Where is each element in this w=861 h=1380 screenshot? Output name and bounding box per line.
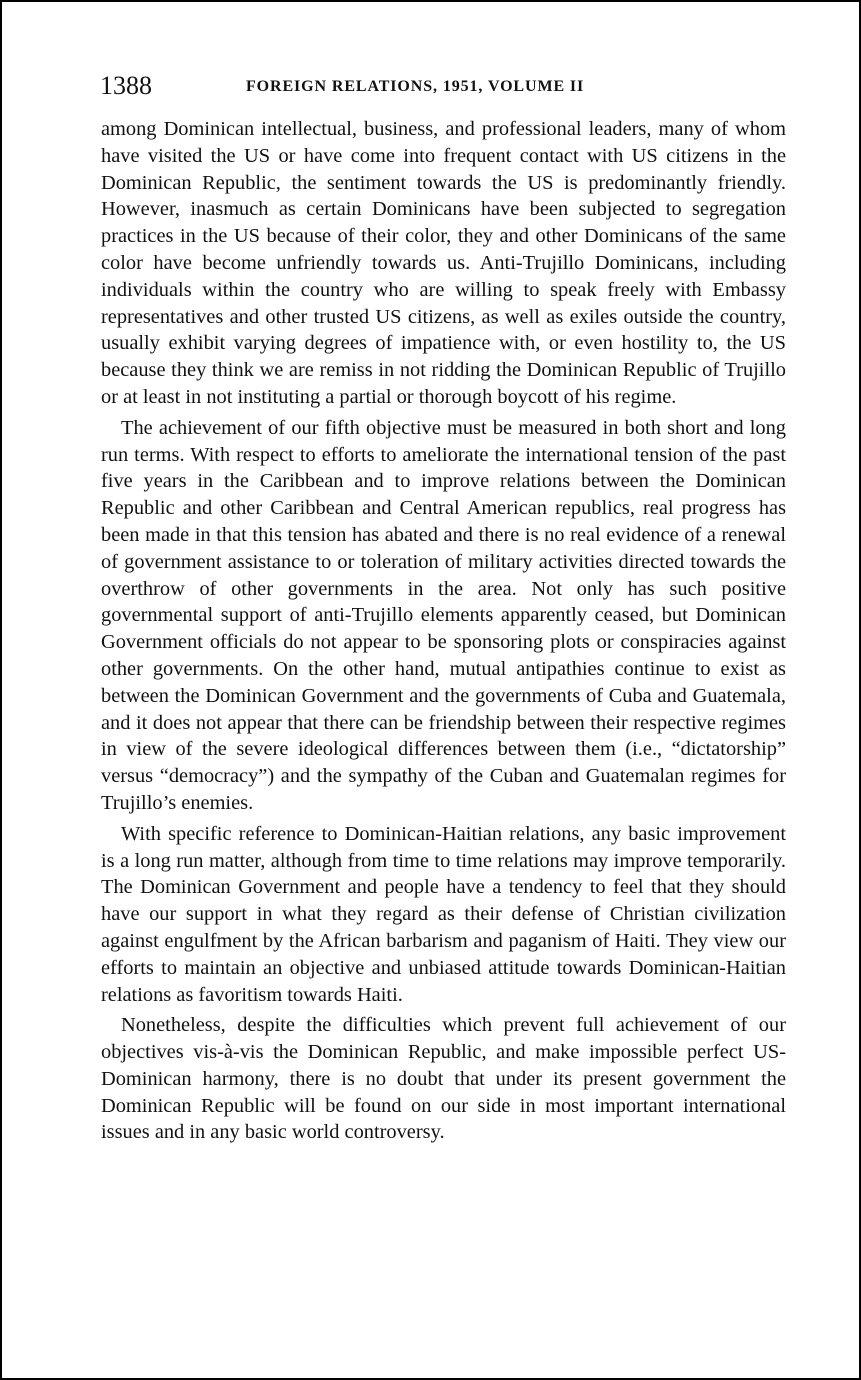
paragraph-fifth-objective: The achievement of our fifth objective must be measured in both short and long run terms. With respect to efforts to ameliorate the international tension of the past five years in the Caribbean and to improve relations between the Dominican Republic and other Caribbean and Central American republics, real progress has been made in that this tension has abated and there is no real evidence of a renewal of government assistance to or toleration of military activities directed towards the overthrow of other governments in the area. Not only has such positive governmental support of anti-Trujillo elements apparently ceased, but Dominican Government officials do not appear to be sponsoring plots or conspiracies against other governments. On the other hand, mutual antipathies continue to exist as between the Dominican Government and the governments of Cuba and Guatemala, and it does not appear that there can be friendship between their respective regimes in view of the severe ideological differences between them (i.e., “dictatorship” versus “democracy”) and the sympathy of the Cuban and Guatemalan regimes for Trujillo’s enemies. [101,416,786,814]
body-text [101,116,786,1150]
paragraph-conclusion: Nonetheless, despite the difficulties which prevent full achievement of our objectives vis-à-vis the Dominican Republic, and make impossible perfect US-Dominican harmony, there is no doubt that under its present government the Dominican Republic will be found on our side in most important international issues and in any basic world controversy. [101,1014,786,1144]
paragraph-continuation: among Dominican intellectual, business, and professional leaders, many of whom have visited the US or have come into frequent contact with US citizens in the Dominican Republic, the sentiment towards the US is predominantly friendly. However, inasmuch as certain Dominicans have been subjected to segregation practices in the US because of their color, they and other Dominicans of the same color have become unfriendly towards us. Anti-Trujillo Dominicans, including individuals within the country who are willing to speak freely with Embassy representatives and other trusted US citizens, as well as exiles outside the country, usually exhibit varying degrees of impatience with, or even hostility to, the US because they think we are remiss in not ridding the Dominican Republic of Trujillo or at least in not instituting a partial or thorough boycott of his regime. [101,118,786,408]
running-head: FOREIGN RELATIONS, 1951, VOLUME II [246,78,585,95]
page-number: 1388 [100,71,152,100]
page-header [100,70,790,104]
paragraph-dominican-haitian-relations: With specific reference to Dominican-Haitian relations, any basic improvement is a long run matter, although from time to time relations may improve temporarily. The Dominican Government and people have a tendency to feel that they should have our support in what they regard as their defense of Christian civilization against engulfment by the African barbarism and paganism of Haiti. They view our efforts to maintain an objective and unbiased attitude towards Dominican-Haitian relations as favoritism towards Haiti. [101,822,786,1006]
